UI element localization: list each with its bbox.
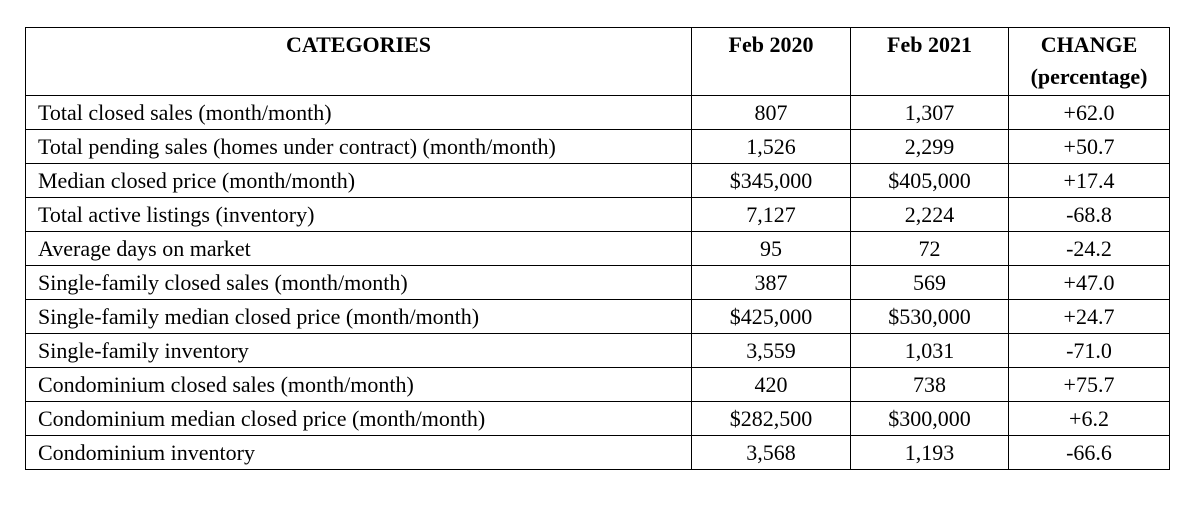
table-row: [26, 164, 1170, 198]
feb-2021-cell: $530,000: [851, 300, 1009, 334]
feb-2021-cell: 1,193: [851, 436, 1009, 470]
category-cell: Average days on market: [26, 232, 692, 266]
feb-2020-cell: 3,568: [692, 436, 851, 470]
change-cell: +17.4: [1009, 164, 1170, 198]
feb-2021-cell: $300,000: [851, 402, 1009, 436]
table-row: [26, 266, 1170, 300]
change-cell: -68.8: [1009, 198, 1170, 232]
feb-2020-cell: 420: [692, 368, 851, 402]
category-cell: Total active listings (inventory): [26, 198, 692, 232]
feb-2021-cell: 2,224: [851, 198, 1009, 232]
table-row: [26, 436, 1170, 470]
market-stats-table: [25, 27, 1170, 470]
category-cell: Condominium median closed price (month/month): [26, 402, 692, 436]
table-row: [26, 402, 1170, 436]
category-cell: Condominium closed sales (month/month): [26, 368, 692, 402]
change-cell: +50.7: [1009, 130, 1170, 164]
change-cell: +6.2: [1009, 402, 1170, 436]
table-row: [26, 232, 1170, 266]
table-row: [26, 334, 1170, 368]
feb-2020-cell: $345,000: [692, 164, 851, 198]
feb-2020-cell: 387: [692, 266, 851, 300]
feb-2021-cell: 2,299: [851, 130, 1009, 164]
header-categories: CATEGORIES: [26, 28, 692, 96]
header-row: [26, 28, 1170, 96]
category-cell: Single-family inventory: [26, 334, 692, 368]
table-row: [26, 198, 1170, 232]
table-row: [26, 130, 1170, 164]
table-row: [26, 368, 1170, 402]
feb-2021-cell: 738: [851, 368, 1009, 402]
table-body: [26, 96, 1170, 470]
feb-2021-cell: 72: [851, 232, 1009, 266]
header-change-unit: (percentage): [1030, 64, 1148, 89]
feb-2020-cell: 1,526: [692, 130, 851, 164]
change-cell: -24.2: [1009, 232, 1170, 266]
change-cell: +62.0: [1009, 96, 1170, 130]
category-cell: Total pending sales (homes under contract) (month/month): [26, 130, 692, 164]
feb-2020-cell: 7,127: [692, 198, 851, 232]
header-change: [1009, 28, 1170, 96]
category-cell: Single-family median closed price (month/month): [26, 300, 692, 334]
feb-2021-cell: 1,307: [851, 96, 1009, 130]
header-feb-2021: Feb 2021: [851, 28, 1009, 96]
category-cell: Condominium inventory: [26, 436, 692, 470]
feb-2021-cell: $405,000: [851, 164, 1009, 198]
feb-2021-cell: 1,031: [851, 334, 1009, 368]
category-cell: Single-family closed sales (month/month): [26, 266, 692, 300]
feb-2021-cell: 569: [851, 266, 1009, 300]
feb-2020-cell: 807: [692, 96, 851, 130]
change-cell: +75.7: [1009, 368, 1170, 402]
feb-2020-cell: 95: [692, 232, 851, 266]
change-cell: +47.0: [1009, 266, 1170, 300]
change-cell: +24.7: [1009, 300, 1170, 334]
category-cell: Median closed price (month/month): [26, 164, 692, 198]
change-cell: -71.0: [1009, 334, 1170, 368]
table-row: [26, 96, 1170, 130]
feb-2020-cell: $425,000: [692, 300, 851, 334]
change-cell: -66.6: [1009, 436, 1170, 470]
header-feb-2020: Feb 2020: [692, 28, 851, 96]
category-cell: Total closed sales (month/month): [26, 96, 692, 130]
header-change-title: CHANGE: [1040, 32, 1138, 57]
feb-2020-cell: $282,500: [692, 402, 851, 436]
feb-2020-cell: 3,559: [692, 334, 851, 368]
table-row: [26, 300, 1170, 334]
